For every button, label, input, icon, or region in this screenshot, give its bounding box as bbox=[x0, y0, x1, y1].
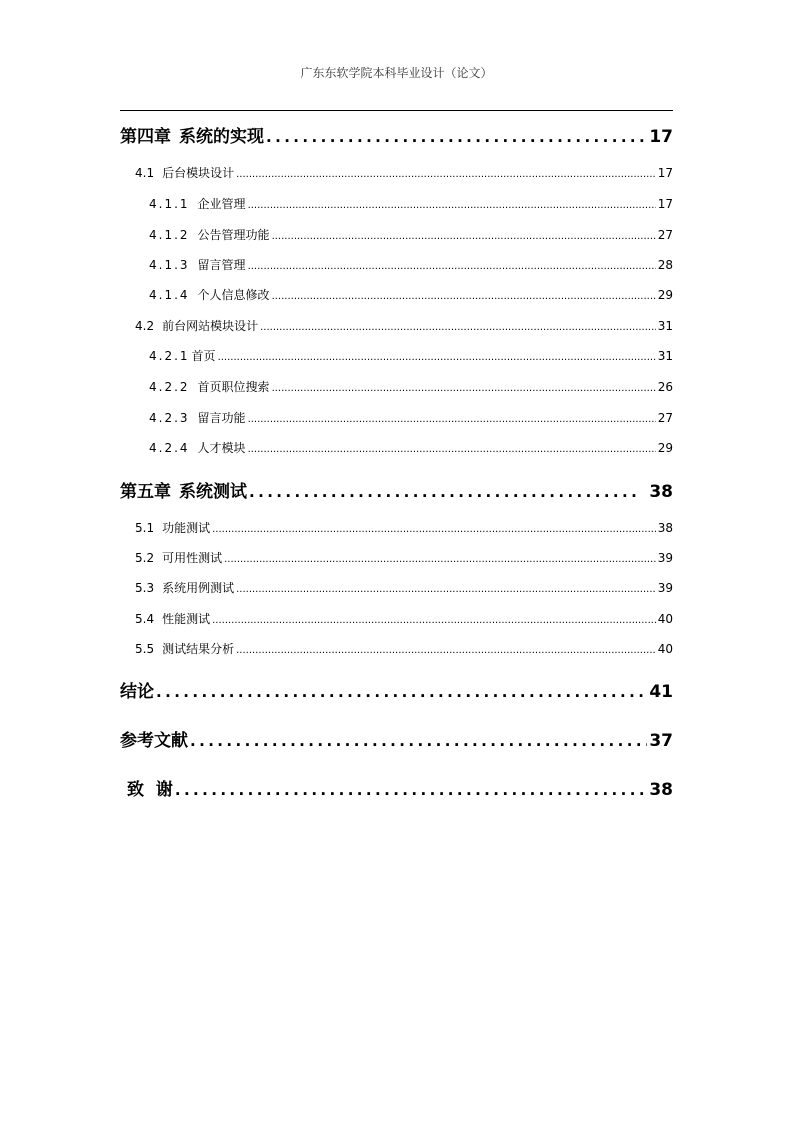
toc-subsection-4-1-1[interactable] bbox=[149, 195, 673, 213]
toc-number: 4.2.2 bbox=[149, 380, 190, 394]
toc-title: 致 谢 bbox=[127, 780, 173, 799]
toc-page-number: 28 bbox=[657, 258, 673, 272]
toc-page-number: 27 bbox=[657, 411, 673, 425]
toc-page-number: 29 bbox=[657, 441, 673, 455]
toc-page-number: 38 bbox=[649, 780, 673, 799]
toc-subsection-4-2-2[interactable] bbox=[149, 378, 673, 396]
toc-number: 4.1.4 bbox=[149, 288, 190, 302]
toc-subsection-4-1-2[interactable] bbox=[149, 226, 673, 244]
toc-leader bbox=[156, 683, 647, 701]
toc-leader bbox=[272, 383, 656, 394]
toc-number: 5.3 bbox=[135, 581, 155, 595]
toc-section-4-2[interactable] bbox=[135, 317, 673, 335]
toc-leader bbox=[236, 169, 656, 180]
toc-leader bbox=[249, 483, 639, 501]
toc-chapter-5[interactable] bbox=[120, 477, 673, 501]
toc-title: 系统用例测试 bbox=[162, 581, 235, 595]
toc-leader bbox=[224, 554, 656, 565]
toc-leader bbox=[236, 645, 656, 656]
toc-title: 后台模块设计 bbox=[162, 166, 235, 180]
toc-leader bbox=[248, 261, 656, 272]
toc-number: 4.1 bbox=[135, 166, 155, 180]
toc-title: 首页 bbox=[191, 349, 216, 363]
toc-number: 4.2.1 bbox=[149, 349, 190, 363]
toc-page-number: 39 bbox=[657, 551, 673, 565]
toc-leader bbox=[212, 524, 656, 535]
toc-leader bbox=[175, 781, 647, 799]
toc-page-number: 31 bbox=[657, 319, 673, 333]
toc-page-number: 40 bbox=[657, 642, 673, 656]
toc-leader bbox=[248, 200, 656, 211]
toc-title: 留言功能 bbox=[197, 411, 246, 425]
toc-leader bbox=[272, 291, 656, 302]
toc-number: 4.1.2 bbox=[149, 228, 190, 242]
toc-page-number: 41 bbox=[649, 682, 673, 701]
toc-leader bbox=[212, 615, 656, 626]
toc-number: 5.1 bbox=[135, 521, 155, 535]
toc-section-4-1[interactable] bbox=[135, 164, 673, 182]
toc-number: 5.5 bbox=[135, 642, 155, 656]
toc-subsection-4-1-4[interactable] bbox=[149, 286, 673, 304]
toc-conclusion[interactable] bbox=[120, 677, 673, 701]
toc-references[interactable] bbox=[120, 726, 673, 750]
toc-page-number: 27 bbox=[657, 228, 673, 242]
toc-title: 首页职位搜索 bbox=[197, 380, 270, 394]
toc-title: 系统的实现 bbox=[179, 127, 264, 146]
toc-section-5-3[interactable] bbox=[135, 579, 673, 597]
toc-page-number: 29 bbox=[657, 288, 673, 302]
toc-title: 人才模块 bbox=[197, 441, 246, 455]
toc-page-number: 38 bbox=[649, 482, 673, 501]
toc-title: 企业管理 bbox=[197, 197, 246, 211]
toc-title: 前台网站模块设计 bbox=[162, 319, 259, 333]
toc-page-number: 40 bbox=[657, 612, 673, 626]
toc-page-number: 17 bbox=[649, 127, 673, 146]
toc-page-number: 17 bbox=[657, 166, 673, 180]
toc-title: 结论 bbox=[120, 682, 154, 701]
toc-subsection-4-1-3[interactable] bbox=[149, 256, 673, 274]
toc-number: 第四章 bbox=[120, 127, 171, 146]
toc-title: 公告管理功能 bbox=[197, 228, 270, 242]
toc-acknowledgements[interactable] bbox=[127, 775, 673, 799]
toc-leader bbox=[190, 732, 647, 750]
toc-title: 功能测试 bbox=[162, 521, 211, 535]
toc-title: 参考文献 bbox=[120, 731, 188, 750]
toc-leader bbox=[248, 444, 656, 455]
toc-page-number: 17 bbox=[657, 197, 673, 211]
toc-page-number: 37 bbox=[649, 731, 673, 750]
toc-page-number: 38 bbox=[657, 521, 673, 535]
toc-number: 5.4 bbox=[135, 612, 155, 626]
toc-title: 系统测试 bbox=[179, 482, 247, 501]
toc-title: 性能测试 bbox=[162, 612, 211, 626]
toc-leader bbox=[218, 352, 656, 363]
toc-number: 5.2 bbox=[135, 551, 155, 565]
toc-section-5-1[interactable] bbox=[135, 519, 673, 537]
toc-section-5-2[interactable] bbox=[135, 549, 673, 567]
toc-section-5-4[interactable] bbox=[135, 610, 673, 628]
toc-section-5-5[interactable] bbox=[135, 640, 673, 658]
toc-subsection-4-2-4[interactable] bbox=[149, 439, 673, 457]
toc-leader bbox=[248, 414, 656, 425]
toc-page-number: 26 bbox=[657, 380, 673, 394]
toc-number: 4.2 bbox=[135, 319, 155, 333]
toc-subsection-4-2-3[interactable] bbox=[149, 409, 673, 427]
toc-title: 留言管理 bbox=[197, 258, 246, 272]
toc-leader bbox=[236, 584, 656, 595]
toc-number: 4.2.3 bbox=[149, 411, 190, 425]
toc-title: 个人信息修改 bbox=[197, 288, 270, 302]
toc-title: 可用性测试 bbox=[162, 551, 223, 565]
toc-leader bbox=[266, 128, 647, 146]
toc-page-number: 31 bbox=[657, 349, 673, 363]
toc-chapter-4[interactable] bbox=[120, 122, 673, 146]
toc-page-number: 39 bbox=[657, 581, 673, 595]
toc-leader bbox=[260, 322, 656, 333]
running-header: 广东东软学院本科毕业设计（论文） bbox=[300, 66, 493, 80]
toc-number: 4.2.4 bbox=[149, 441, 190, 455]
toc-title: 测试结果分析 bbox=[162, 642, 235, 656]
header-rule bbox=[120, 110, 673, 111]
toc-number: 第五章 bbox=[120, 482, 171, 501]
toc-leader bbox=[272, 231, 656, 242]
toc-number: 4.1.3 bbox=[149, 258, 190, 272]
toc-subsection-4-2-1[interactable] bbox=[149, 347, 673, 365]
toc-number: 4.1.1 bbox=[149, 197, 190, 211]
